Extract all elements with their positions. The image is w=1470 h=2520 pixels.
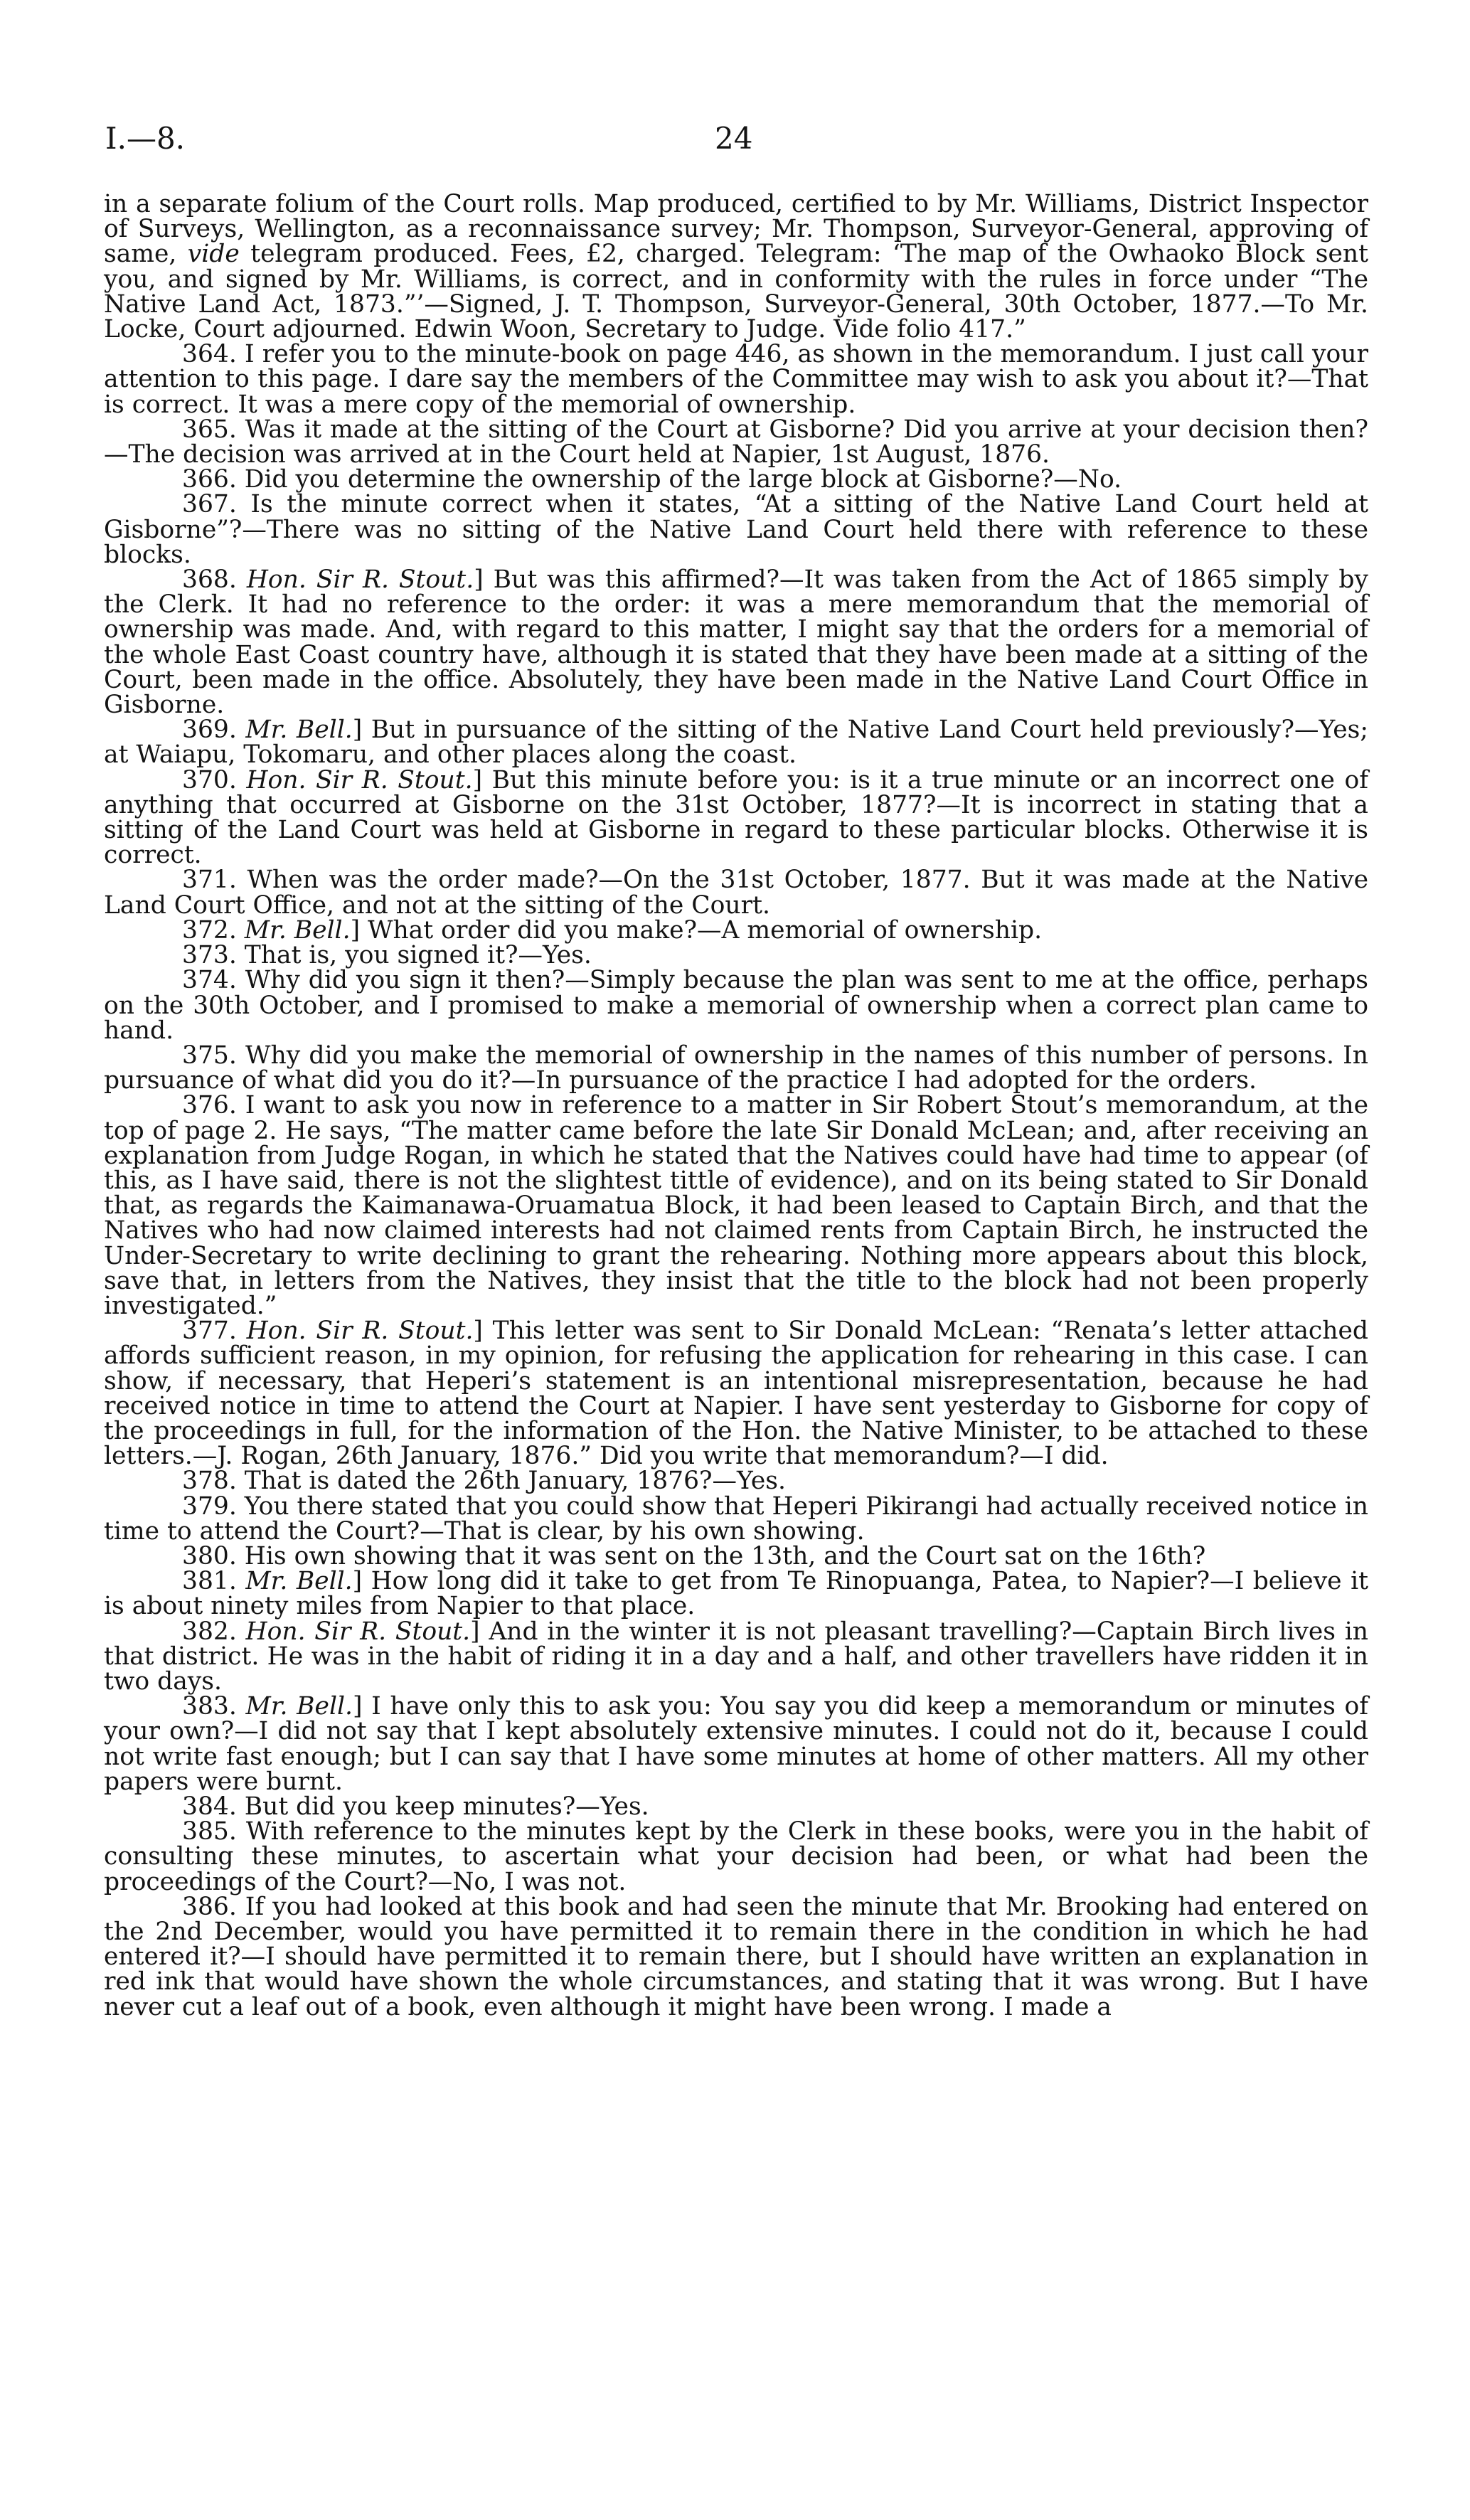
paragraph-text: ] But in pursuance of the sitting of the Native Land Court held previously?—Yes; at Waiapu, Tokomaru, and other places along the coast. xyxy=(104,716,1369,770)
paragraph xyxy=(104,565,1368,720)
paragraph-text: 382. xyxy=(182,1617,246,1646)
paragraph-text: ] I have only this to ask you: You say you did keep a memorandum or minutes of your own?—I did not say that I kept absolutely extensive minutes. I could not do it, because I could not write fast enough; but I can say that I have some minutes at home of other matters. All my other papers were burnt. xyxy=(104,1692,1369,1796)
paragraph xyxy=(104,342,1368,418)
paragraph-text: ] But was this affirmed?—It was taken from the Act of 1865 simply by the Clerk. It had no reference to the order: it was a mere memorandum that the memorial of ownership was made. And, with regard to this matter, I might say that the orders for a memorial of the whole East Coast country have, although it is stated that they have been made at a sitting of the Court, been made in the office. Absolutely, they have been made in the Native Land Court Office in Gisborne. xyxy=(104,565,1368,720)
speaker-name: Hon. Sir R. Stout. xyxy=(245,1617,471,1646)
speaker-name: vide xyxy=(187,240,240,269)
paragraph-text: 374. Why did you sign it then?—Simply because the plan was sent to me at the office, perhaps on the 30th October, and I promised to make a memorial of ownership when a correct plan came to hand. xyxy=(104,966,1368,1045)
paragraph-text: ] But this minute before you: is it a true minute or an incorrect one of anything that occurred at Gisborne on the 31st October, 1877?—It is incorrect in stating that a sitting of the Land Court was held at Gisborne in regard to these particular blocks. Otherwise it is correct. xyxy=(104,765,1368,870)
speaker-name: Mr. Bell. xyxy=(245,716,353,745)
paragraph-text: 364. I refer you to the minute-book on page 446, as shown in the memorandum. I just call your attention to this page. I dare say the members of the Committee may wish to ask you about it?—That is correct. It was a mere copy of the memorial of ownership. xyxy=(104,340,1368,419)
paragraph xyxy=(104,1892,1368,2021)
paragraph-text: 371. When was the order made?—On the 31st October, 1877. But it was made at the Native Land Court Office, and not at the sitting of the Court. xyxy=(104,866,1368,920)
paragraph-text: telegram produced. Fees, £2, charged. Telegram: ‘The map of the Owhaoko Block sent you, and signed by Mr. Williams, is correct, and in conformity with the rules in force under “The Native Land Act, 1873.”’—Signed, J. T. Thompson, Surveyor-General, 30th October, 1877.—To Mr. Locke, Court adjourned. Edwin Woon, Secretary to Judge. Vide folio 417.” xyxy=(104,240,1368,344)
paragraph-text: 386. If you had looked at this book and had seen the minute that Mr. Brooking had entered on the 2nd December, would you have permitted it to remain there in the condition in which he had entered it?—I should have permitted it to remain there, but I should have written an explanation in red ink that would have shown the whole circumstances, and stating that it was wrong. But I have never cut a leaf out of a book, even although it might have been wrong. I made a xyxy=(104,1892,1368,2021)
paragraph-text: 381. xyxy=(182,1567,246,1596)
paragraph-text: ] This letter was sent to Sir Donald McLean: “Renata’s letter attached affords sufficient reason, in my opinion, for refusing the application for rehearing in this case. I can show, if necessary, that Heperi’s statement is an intentional misrepresentation, because he had received notice in time to attend the Court at Napier. I have sent yesterday to Gisborne for copy of the proceedings in full, for the information of the Hon. the Native Minister, to be attached to these letters.—J. Rogan, 26th January, 1876.” Did you write that memorandum?—I did. xyxy=(104,1317,1368,1471)
paragraph xyxy=(104,1093,1368,1319)
paragraph xyxy=(104,1819,1368,1895)
paragraph-text: 377. xyxy=(182,1317,247,1346)
page-number: 24 xyxy=(715,121,753,156)
speaker-name: Hon. Sir R. Stout. xyxy=(246,565,474,595)
paragraph-text: ] And in the winter it is not pleasant travelling?—Captain Birch lives in that district. He was in the habit of riding it in a day and a half, and other travellers have ridden it in two days. xyxy=(104,1617,1368,1696)
paragraph-text: ] What order did you make?—A memorial of ownership. xyxy=(350,915,1043,945)
paragraph-text: 385. With reference to the minutes kept by the Clerk in these books, were you in the habit of consulting these minutes, to ascertain what your decision had been, or what had been the proceedings of the Court?—No, I was not. xyxy=(104,1817,1368,1896)
paragraph-text: 370. xyxy=(182,765,247,794)
paragraph-text: 365. Was it made at the sitting of the Court at Gisborne? Did you arrive at your decision then?—The decision was arrived at in the Court held at Napier, 1st August, 1876. xyxy=(104,415,1368,469)
paragraph-text: 366. Did you determine the ownership of the large block at Gisborne?—No. xyxy=(182,465,1122,494)
paragraph-text: 383. xyxy=(182,1692,246,1721)
paragraph-text: 369. xyxy=(182,716,246,745)
paragraph xyxy=(104,1569,1368,1619)
paragraph xyxy=(104,492,1368,568)
paragraph xyxy=(104,868,1368,918)
paragraph xyxy=(104,1494,1368,1544)
paragraph-text: ] How long did it take to get from Te Rinopuanga, Patea, to Napier?—I believe it is about ninety miles from Napier to that place. xyxy=(104,1567,1368,1621)
paragraph-text: 373. That is, you signed it?—Yes. xyxy=(182,941,592,970)
paragraph xyxy=(104,467,1368,492)
speaker-name: Mr. Bell. xyxy=(244,915,351,945)
paragraph xyxy=(104,1043,1368,1093)
paragraph xyxy=(104,1541,1368,1570)
paragraph-text: 384. But did you keep minutes?—Yes. xyxy=(182,1792,649,1821)
paragraph xyxy=(104,1694,1368,1795)
paragraph-text: 379. You there stated that you could show that Heperi Pikirangi had actually received notice in time to attend the Court?—That is clear, by his own showing. xyxy=(104,1492,1368,1546)
speaker-name: Hon. Sir R. Stout. xyxy=(246,765,473,794)
document-reference: I.—8. xyxy=(105,121,186,156)
speaker-name: Mr. Bell. xyxy=(245,1692,353,1721)
paragraph xyxy=(104,1792,1368,1821)
paragraph xyxy=(104,968,1368,1043)
paragraph xyxy=(104,716,1369,770)
document-body xyxy=(104,192,1368,2020)
speaker-name: Hon. Sir R. Stout. xyxy=(246,1317,474,1346)
paragraph xyxy=(104,192,1368,342)
speaker-name: Mr. Bell. xyxy=(245,1567,353,1596)
paragraph-text: 375. Why did you make the memorial of ownership in the names of this number of persons. In pursuance of what did you do it?—In pursuance of the practice I had adopted for the orders. xyxy=(104,1041,1368,1095)
paragraph xyxy=(104,915,1368,945)
paragraph xyxy=(104,1617,1368,1696)
paragraph xyxy=(104,765,1368,870)
paragraph-text: 376. I want to ask you now in reference to a matter in Sir Robert Stout’s memorandum, at the top of page 2. He says, “The matter came before the late Sir Donald McLean; and, after receiving an explanation from Judge Rogan, in which he stated that the Natives could have had time to appear (of this, as I have said, there is not the slightest tittle of evidence), and on its being stated to Sir Donald that, as regards the Kaimanawa-Oruamatua Block, it had been leased to Captain Birch, and that the Natives who had now claimed interests had not claimed rents from Captain Birch, he instructed the Under-Secretary to write declining to grant the rehearing. Nothing more appears about this block, save that, in letters from the Natives, they insist that the title to the block had not been properly investigated.” xyxy=(104,1091,1368,1320)
paragraph-text: 378. That is dated the 26th January, 1876?—Yes. xyxy=(182,1467,786,1496)
paragraph-text: 372. xyxy=(182,915,245,945)
paragraph-text: in a separate folium of the Court rolls. Map produced, certified to by Mr. Williams, District Inspector of Surveys, Wellington, as a reconnaissance survey; Mr. Thompson, Surveyor-General, approving of same, xyxy=(104,190,1368,269)
paragraph-text: 367. Is the minute correct when it states, “At a sitting of the Native Land Court held at Gisborne”?—There was no sitting of the Native Land Court held there with reference to these blocks. xyxy=(104,490,1368,569)
paragraph-text: 380. His own showing that it was sent on the 13th, and the Court sat on the 16th? xyxy=(182,1541,1206,1570)
paragraph xyxy=(104,1469,1368,1494)
paragraph xyxy=(104,943,1368,968)
paragraph-text: 368. xyxy=(182,565,247,595)
paragraph xyxy=(104,1319,1368,1469)
paragraph xyxy=(104,415,1368,469)
